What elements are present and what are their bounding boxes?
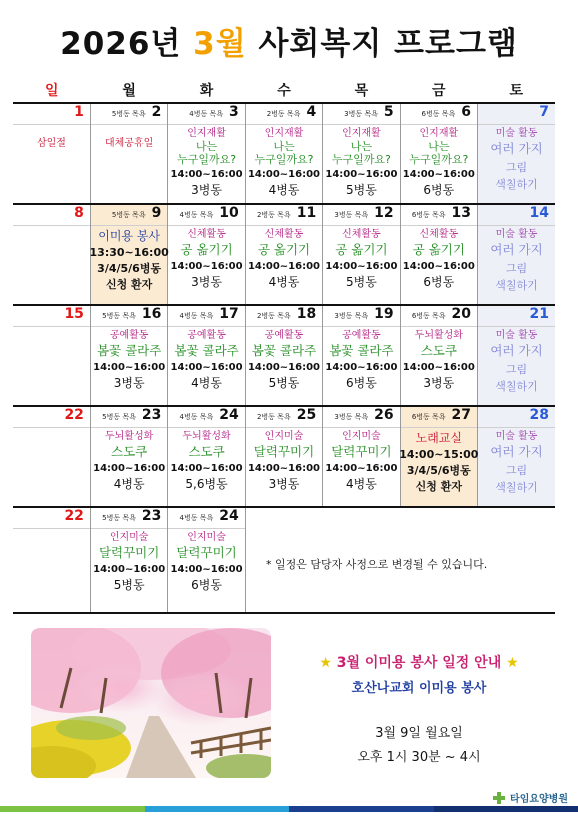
day-program xyxy=(13,428,90,432)
day-header xyxy=(168,104,244,125)
info-time: 오후 1시 30분 ~ 4시 xyxy=(357,750,481,765)
program-line: 공예활동 xyxy=(109,330,149,341)
day-header xyxy=(246,205,322,226)
day-header xyxy=(13,306,90,327)
program-line: 3병동 xyxy=(423,375,455,390)
day-program xyxy=(168,529,244,591)
program-line: 인지재활 xyxy=(419,128,459,139)
day-cell xyxy=(13,204,90,305)
day-number: 10 xyxy=(219,205,239,221)
day-header xyxy=(13,508,90,529)
day-program xyxy=(91,529,167,591)
day-program xyxy=(323,327,399,389)
program-line: 14:00~16:00 xyxy=(325,169,398,180)
day-program xyxy=(91,428,167,490)
program-line: 누구일까요? xyxy=(177,153,237,166)
star-icon: ★ xyxy=(506,655,519,671)
day-program xyxy=(168,125,244,196)
week-row xyxy=(13,204,555,305)
program-line: 3/4/5/6병동 xyxy=(406,464,471,477)
day-cell xyxy=(478,305,555,406)
program-line: 신체활동 xyxy=(264,229,304,240)
program-line: 인지미술 xyxy=(109,532,149,543)
day-number: 14 xyxy=(529,205,549,221)
day-number: 4 xyxy=(306,104,317,120)
day-header xyxy=(246,104,322,125)
bath-ward-label: 2병동 목욕 xyxy=(266,110,301,118)
info-heading-text: 3월 이미용 봉사 일정 안내 xyxy=(336,655,502,671)
day-header xyxy=(323,104,399,125)
program-line: 노래교실 xyxy=(415,431,462,445)
day-cell xyxy=(90,103,167,204)
program-line: 인지미술 xyxy=(187,532,226,543)
program-line: 공예활동 xyxy=(342,330,381,341)
weekday-fri: 금 xyxy=(400,78,477,103)
week-row xyxy=(13,305,555,406)
day-cell xyxy=(245,204,322,305)
star-icon: ★ xyxy=(319,655,332,671)
day-header xyxy=(478,407,555,428)
program-line: 그림 xyxy=(505,261,528,275)
day-number: 22 xyxy=(64,407,84,423)
program-line: 14:00~16:00 xyxy=(170,361,243,373)
day-cell xyxy=(400,103,477,204)
program-line: 3병동 xyxy=(191,274,222,289)
title-rest: 사회복지 프로그램 xyxy=(258,26,518,62)
day-cell xyxy=(90,406,167,507)
day-header xyxy=(401,306,477,327)
program-line: 그림 xyxy=(505,362,528,376)
program-line: 14:00~16:00 xyxy=(325,260,398,272)
program-line: 색칠하기 xyxy=(495,480,538,494)
day-header xyxy=(13,104,90,125)
day-number: 27 xyxy=(451,407,472,423)
day-number: 28 xyxy=(529,407,549,423)
day-number: 2 xyxy=(151,104,162,120)
bath-ward-label: 5병동 목욕 xyxy=(111,211,146,219)
day-header xyxy=(323,205,399,226)
program-line: 14:00~16:00 xyxy=(325,361,398,373)
program-line: 6병동 xyxy=(423,274,455,289)
program-line: 6병동 xyxy=(345,375,377,390)
day-program xyxy=(401,327,477,389)
program-line: 신청 환자 xyxy=(105,278,153,291)
program-line: 미술 활동 xyxy=(495,330,538,341)
day-cell xyxy=(90,305,167,406)
bath-ward-label: 4병동 목욕 xyxy=(179,413,214,421)
day-program xyxy=(401,226,477,288)
day-header xyxy=(91,407,167,428)
program-line: 미술 활동 xyxy=(495,128,538,139)
page-title xyxy=(0,18,578,63)
day-cell xyxy=(168,305,245,406)
day-program xyxy=(91,226,167,290)
day-number: 13 xyxy=(451,205,472,221)
program-line: 공 옮기기 xyxy=(412,242,465,257)
day-program xyxy=(91,125,167,149)
day-program xyxy=(401,428,477,492)
color-segment xyxy=(0,806,145,812)
program-line: 달력꾸미기 xyxy=(98,545,160,560)
day-header xyxy=(246,407,322,428)
day-number: 7 xyxy=(539,104,549,120)
day-header xyxy=(168,306,244,327)
day-program xyxy=(478,428,555,493)
day-cell xyxy=(168,204,245,305)
day-cell xyxy=(323,406,400,507)
program-line: 미술 활동 xyxy=(495,431,538,442)
day-header xyxy=(401,205,477,226)
program-line: 여러 가지 xyxy=(490,141,543,156)
weekday-sat: 토 xyxy=(478,78,555,103)
bath-ward-label: 3병동 목욕 xyxy=(334,211,369,219)
day-number: 20 xyxy=(451,306,472,322)
day-cell xyxy=(13,103,90,204)
program-line: 14:00~16:00 xyxy=(247,361,320,373)
program-line: 신체활동 xyxy=(419,229,459,240)
day-number: 26 xyxy=(374,407,394,423)
weekday-tue: 화 xyxy=(168,78,245,103)
day-header xyxy=(13,205,90,226)
day-header xyxy=(323,407,399,428)
program-line: 여러 가지 xyxy=(490,242,543,257)
program-line: 달력꾸미기 xyxy=(253,444,315,459)
program-line: 14:00~16:00 xyxy=(170,462,243,474)
day-number: 3 xyxy=(229,104,239,120)
info-org: 호산나교회 이미용 봉사 xyxy=(351,681,487,696)
day-header xyxy=(246,306,322,327)
program-line: 6병동 xyxy=(191,577,222,592)
bath-ward-label: 3병동 목욕 xyxy=(334,312,369,320)
weekday-sun: 일 xyxy=(13,78,90,103)
program-line: 신청 환자 xyxy=(415,480,462,493)
day-number: 15 xyxy=(64,306,84,322)
program-line: 14:00~16:00 xyxy=(247,462,320,474)
day-header xyxy=(91,205,167,226)
title-year: 2026년 xyxy=(60,26,182,62)
day-number: 17 xyxy=(219,306,239,322)
weekday-mon: 월 xyxy=(90,78,167,103)
program-line: 3병동 xyxy=(113,375,145,390)
program-line: 3병동 xyxy=(268,476,300,491)
program-line: 5,6병동 xyxy=(185,476,228,491)
day-header xyxy=(478,306,555,327)
bath-ward-label: 5병동 목욕 xyxy=(102,413,136,421)
day-number: 19 xyxy=(374,306,394,322)
program-line: 신체활동 xyxy=(342,229,381,240)
day-header xyxy=(168,407,244,428)
program-line: 누구일까요? xyxy=(254,153,314,166)
day-number: 5 xyxy=(383,104,394,120)
program-line: 5병동 xyxy=(113,577,145,592)
program-line: 인지재활 xyxy=(187,128,226,139)
program-line: 달력꾸미기 xyxy=(176,545,237,560)
color-segment xyxy=(145,806,290,812)
day-number: 23 xyxy=(141,508,162,524)
program-line: 나는 xyxy=(195,140,218,153)
program-line: 공 옮기기 xyxy=(180,242,233,257)
program-line: 두뇌활성화 xyxy=(182,431,231,442)
program-line: 14:00~16:00 xyxy=(170,169,243,180)
program-line: 14:00~16:00 xyxy=(402,260,475,272)
title-month: 3월 xyxy=(193,26,247,62)
day-number: 1 xyxy=(74,104,84,120)
program-line: 색칠하기 xyxy=(495,177,538,191)
program-line: 누구일까요? xyxy=(331,153,391,166)
bath-ward-label: 5병동 목욕 xyxy=(102,312,136,320)
program-line: 이미용 봉사 xyxy=(98,229,161,243)
day-program xyxy=(91,327,167,389)
program-line: 3/4/5/6병동 xyxy=(97,262,162,275)
bath-ward-label: 3병동 목욕 xyxy=(334,413,369,421)
day-program xyxy=(323,428,399,490)
program-line: 나는 xyxy=(350,140,373,153)
bath-ward-label: 6병동 목욕 xyxy=(411,312,446,320)
day-cell xyxy=(478,406,555,507)
program-line: 대체공휴일 xyxy=(104,138,154,149)
day-number: 24 xyxy=(219,407,239,423)
program-line: 4병동 xyxy=(191,375,222,390)
program-line: 14:00~16:00 xyxy=(93,462,166,474)
program-line: 5병동 xyxy=(345,183,377,197)
day-cell xyxy=(323,204,400,305)
program-line: 미술 활동 xyxy=(495,229,538,240)
program-line: 신체활동 xyxy=(187,229,226,240)
hospital-logo xyxy=(492,790,568,805)
day-cell xyxy=(13,406,90,507)
program-line: 14:00~15:00 xyxy=(399,448,479,461)
bath-ward-label: 5병동 목욕 xyxy=(102,514,136,522)
day-cell xyxy=(323,103,400,204)
empty-cell xyxy=(478,507,555,613)
bath-ward-label: 4병동 목욕 xyxy=(189,110,224,118)
day-number: 22 xyxy=(64,508,84,524)
calendar xyxy=(13,78,555,614)
day-program xyxy=(246,327,322,389)
program-line: 나는 xyxy=(428,140,450,153)
day-program xyxy=(168,428,244,490)
day-cell xyxy=(13,507,90,613)
day-cell xyxy=(13,305,90,406)
color-segment xyxy=(289,806,434,812)
day-header xyxy=(478,205,555,226)
day-number: 18 xyxy=(296,306,317,322)
program-line: 공예활동 xyxy=(264,330,304,341)
day-header xyxy=(168,508,244,529)
day-number: 21 xyxy=(529,306,549,322)
program-line: 색칠하기 xyxy=(495,278,538,292)
day-program xyxy=(168,226,244,288)
bath-ward-label: 4병동 목욕 xyxy=(179,211,214,219)
program-line: 삼일절 xyxy=(36,138,66,149)
weekday-wed: 수 xyxy=(245,78,322,103)
bath-ward-label: 6병동 목욕 xyxy=(411,413,446,421)
weekday-thu: 목 xyxy=(323,78,400,103)
day-program xyxy=(478,125,555,190)
calendar-body xyxy=(13,103,555,613)
program-line: 스도쿠 xyxy=(420,343,457,358)
day-number: 11 xyxy=(296,205,317,221)
cross-icon xyxy=(492,791,506,805)
day-program xyxy=(323,226,399,288)
program-line: 그림 xyxy=(505,463,528,477)
day-header xyxy=(401,407,477,428)
day-number: 24 xyxy=(219,508,239,524)
program-line: 달력꾸미기 xyxy=(331,444,392,459)
program-line: 14:00~16:00 xyxy=(247,260,320,272)
program-line: 여러 가지 xyxy=(490,444,543,459)
program-line: 누구일까요? xyxy=(409,153,469,166)
program-line: 인지미술 xyxy=(342,431,381,442)
program-line: 봄꽃 콜라주 xyxy=(174,343,239,358)
program-line: 스도쿠 xyxy=(111,444,148,459)
day-header xyxy=(13,407,90,428)
program-line: 14:00~16:00 xyxy=(247,169,320,180)
day-program xyxy=(13,125,90,149)
day-program xyxy=(13,226,90,230)
day-header xyxy=(168,205,244,226)
day-program xyxy=(246,125,322,196)
day-cell xyxy=(478,103,555,204)
program-line: 6병동 xyxy=(423,183,455,197)
bath-ward-label: 5병동 목욕 xyxy=(111,110,146,118)
day-header xyxy=(91,104,167,125)
day-cell xyxy=(478,204,555,305)
day-cell xyxy=(245,406,322,507)
bath-ward-label: 6병동 목욕 xyxy=(411,211,446,219)
program-line: 두뇌활성화 xyxy=(104,431,154,442)
footer-color-bar xyxy=(0,806,578,812)
program-line: 봄꽃 콜라주 xyxy=(329,343,394,358)
program-line: 봄꽃 콜라주 xyxy=(96,343,162,358)
program-line: 14:00~16:00 xyxy=(325,462,398,474)
day-header xyxy=(401,104,477,125)
bath-ward-label: 2병동 목욕 xyxy=(256,211,291,219)
info-heading xyxy=(284,652,554,672)
program-line: 13:30~16:00 xyxy=(89,246,169,259)
day-cell xyxy=(168,406,245,507)
program-line: 나는 xyxy=(273,140,295,153)
program-line: 4병동 xyxy=(268,274,300,289)
day-program xyxy=(478,327,555,392)
program-line: 공 옮기기 xyxy=(257,242,311,257)
program-line: 여러 가지 xyxy=(490,343,543,358)
info-date: 3월 9일 월요일 xyxy=(375,726,463,741)
day-program xyxy=(478,226,555,291)
program-line: 색칠하기 xyxy=(495,379,538,393)
day-number: 8 xyxy=(74,205,84,221)
day-cell xyxy=(168,103,245,204)
program-line: 봄꽃 콜라주 xyxy=(251,343,317,358)
program-line: 공예활동 xyxy=(187,330,226,341)
day-number: 25 xyxy=(296,407,317,423)
program-line: 스도쿠 xyxy=(188,444,225,459)
program-line: 14:00~16:00 xyxy=(402,361,475,373)
program-line: 5병동 xyxy=(345,274,377,289)
program-line: 두뇌활성화 xyxy=(414,330,463,341)
day-cell xyxy=(400,204,477,305)
bath-ward-label: 3병동 목욕 xyxy=(344,110,378,118)
day-header xyxy=(91,508,167,529)
program-line: 그림 xyxy=(505,160,528,174)
bath-ward-label: 4병동 목욕 xyxy=(179,312,214,320)
program-line: 인지재활 xyxy=(342,128,381,139)
program-line: 4병동 xyxy=(113,476,145,491)
day-cell xyxy=(90,507,167,613)
day-cell xyxy=(400,406,477,507)
day-program xyxy=(401,125,477,196)
program-line: 인지재활 xyxy=(264,128,304,139)
week-row xyxy=(13,103,555,204)
week-row xyxy=(13,406,555,507)
color-segment xyxy=(434,806,578,812)
cherry-blossom-photo xyxy=(31,628,271,778)
day-cell xyxy=(90,204,167,305)
bath-ward-label: 6병동 목욕 xyxy=(421,110,456,118)
day-program xyxy=(168,327,244,389)
day-cell xyxy=(245,103,322,204)
day-cell xyxy=(400,305,477,406)
program-line: 인지미술 xyxy=(264,431,304,442)
day-cell xyxy=(323,305,400,406)
day-program xyxy=(323,125,399,196)
program-line: 14:00~16:00 xyxy=(170,563,243,575)
bath-ward-label: 2병동 목욕 xyxy=(256,413,291,421)
day-number: 23 xyxy=(141,407,162,423)
schedule-note: * 일정은 담당자 사정으로 변경될 수 있습니다. xyxy=(266,558,488,571)
program-line: 14:00~16:00 xyxy=(170,260,243,272)
program-line: 14:00~16:00 xyxy=(93,361,166,373)
program-line: 14:00~16:00 xyxy=(402,169,475,180)
day-number: 16 xyxy=(141,306,162,322)
day-program xyxy=(13,327,90,331)
day-cell xyxy=(245,305,322,406)
program-line: 공 옮기기 xyxy=(335,242,388,257)
day-header xyxy=(91,306,167,327)
bath-ward-label: 4병동 목욕 xyxy=(179,514,214,522)
bath-ward-label: 2병동 목욕 xyxy=(256,312,291,320)
day-cell xyxy=(168,507,245,613)
program-line: 5병동 xyxy=(268,375,300,390)
program-line: 14:00~16:00 xyxy=(93,563,166,575)
weekday-header-row xyxy=(13,78,555,103)
program-line: 4병동 xyxy=(345,476,377,491)
day-number: 6 xyxy=(461,104,472,120)
day-number: 9 xyxy=(151,205,162,221)
day-header xyxy=(323,306,399,327)
program-line: 4병동 xyxy=(268,183,300,197)
day-program xyxy=(246,428,322,490)
hospital-name: 타임요양병원 xyxy=(510,794,568,805)
day-program xyxy=(246,226,322,288)
day-program xyxy=(13,529,90,533)
day-number: 12 xyxy=(374,205,394,221)
day-header xyxy=(478,104,555,125)
program-line: 3병동 xyxy=(191,183,222,197)
